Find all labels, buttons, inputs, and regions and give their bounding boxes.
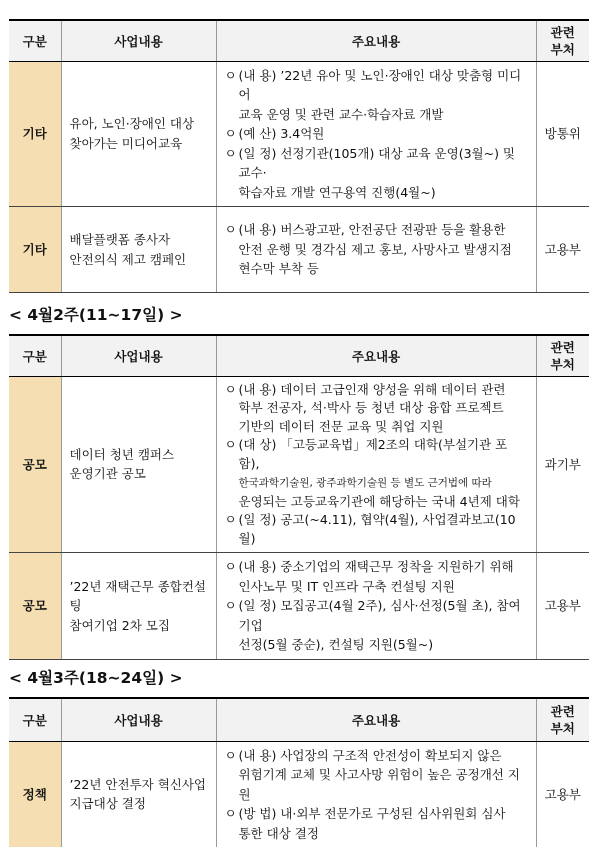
- bullet-text: (일 정) 모집공고(4월 2주), 심사·선정(5월 초), 참여기업: [238, 598, 521, 633]
- business-line: 안전의식 제고 캠페인: [69, 251, 187, 267]
- header-dept-line1: 관련: [550, 24, 575, 40]
- table-section2: [9, 334, 589, 660]
- bullet-marker: ㅇ: [224, 145, 237, 161]
- bullet-marker: ㅇ: [224, 806, 237, 821]
- category-cell: 공모: [9, 376, 61, 553]
- header-business: 사업내용: [61, 698, 216, 741]
- header-dept-line2: 부처: [550, 720, 575, 736]
- header-category: 구분: [9, 20, 61, 61]
- business-cell: [61, 553, 216, 660]
- business-line: 찾아가는 미디어교육: [69, 135, 183, 151]
- dept-cell: 고용부: [536, 553, 589, 660]
- bullet-marker: ㅇ: [224, 559, 237, 574]
- business-line: 데이터 청년 캠퍼스: [69, 446, 175, 462]
- content-cell: [216, 207, 536, 293]
- bullet-marker: ㅇ: [224, 222, 237, 238]
- section-title-week2: < 4월2주(11~17일) >: [9, 306, 183, 324]
- bullet-text: (일 정) 선정기관(105개) 대상 교육 운영(3월~) 및 교수·: [238, 145, 516, 180]
- bullet-text: 현수막 부착 등: [238, 261, 319, 277]
- bullet-text: (방 법) 내·외부 전문가로 구성된 심사위원회 심사: [238, 806, 506, 821]
- bullet-item: [225, 596, 528, 655]
- table-header-row: [9, 335, 589, 376]
- table-row: [9, 207, 589, 293]
- category-cell: 공모: [9, 553, 61, 660]
- business-cell: [61, 376, 216, 553]
- bullet-item: [225, 746, 528, 805]
- bullet-item: [225, 804, 528, 843]
- bullet-text: 교육 운영 및 관련 교수·학습자료 개발: [238, 106, 444, 122]
- table-row: [9, 61, 589, 207]
- table-header-row: [9, 698, 589, 741]
- table-section1: [9, 19, 589, 293]
- bullet-text: (예 산) 3.4억원: [238, 126, 325, 141]
- dept-cell: 과기부: [536, 376, 589, 553]
- bullet-marker: ㅇ: [224, 512, 237, 527]
- bullet-text: 위험기계 교체 및 사고사망 위험이 높은 공정개선 지원: [238, 767, 520, 802]
- bullet-text: (내 용) ’22년 유아 및 노인·장애인 대상 맞춤형 미디어: [238, 67, 522, 102]
- header-category: 구분: [9, 698, 61, 741]
- bullet-text: (내 용) 버스광고판, 안전공단 전광판 등을 활용한: [238, 222, 506, 238]
- bullet-marker: ㅇ: [224, 126, 237, 141]
- bullet-text: (내 용) 중소기업의 재택근무 정착을 지원하기 위해: [238, 559, 514, 574]
- bullet-text: 기반의 데이터 전문 교육 및 취업 지원: [238, 418, 444, 434]
- business-line: 운영기관 공모: [69, 466, 146, 482]
- bullet-marker: ㅇ: [224, 747, 237, 763]
- header-dept: [536, 20, 589, 61]
- section-title-week3: < 4월3주(18~24일) >: [9, 669, 183, 687]
- business-line: 참여기업 2차 모집: [69, 617, 170, 633]
- bullet-item: [225, 144, 528, 203]
- table-header-row: [9, 20, 589, 61]
- header-dept: [536, 698, 589, 741]
- category-cell: 정책: [9, 741, 61, 847]
- header-business: 사업내용: [61, 335, 216, 376]
- bullet-text: 학습자료 개발 연구용역 진행(4월~): [238, 184, 436, 200]
- bullet-text: 안전 운행 및 경각심 제고 홍보, 사망사고 발생지점: [238, 241, 512, 257]
- bullet-marker: ㅇ: [224, 67, 237, 83]
- content-cell: [216, 553, 536, 660]
- bullet-marker: ㅇ: [224, 381, 237, 397]
- bullet-item: [225, 220, 528, 279]
- header-content: 주요내용: [216, 20, 536, 61]
- table-section3: [9, 697, 589, 847]
- content-cell: [216, 61, 536, 207]
- bullet-item: [225, 511, 528, 548]
- dept-cell: 고용부: [536, 741, 589, 847]
- bullet-text: (내 용) 사업장의 구조적 안전성이 확보되지 않은: [238, 747, 502, 763]
- table-row: [9, 553, 589, 660]
- content-cell: [216, 741, 536, 847]
- bullet-text: 인사노무 및 IT 인프라 구축 컨설팅 지원: [238, 578, 455, 594]
- dept-cell: 방통위: [536, 61, 589, 207]
- bullet-item: [225, 436, 528, 511]
- business-line: 지급대상 결정: [69, 796, 146, 812]
- bullet-text: (일 정) 공고(~4.11), 협약(4월), 사업결과보고(10월): [238, 512, 516, 546]
- table-row: [9, 376, 589, 553]
- content-cell: [216, 376, 536, 553]
- bullet-text: (대 상) 「고등교육법」제2조의 대학(부설기관 포함),: [238, 437, 508, 471]
- category-cell: 기타: [9, 61, 61, 207]
- header-dept: [536, 335, 589, 376]
- bullet-item: [225, 124, 528, 144]
- header-dept-line2: 부처: [550, 356, 575, 372]
- bullet-text: 운영되는 고등교육기관에 해당하는 국내 4년제 대학: [238, 493, 520, 509]
- header-content: 주요내용: [216, 698, 536, 741]
- bullet-text: 선정(5월 중순), 컨설팅 지원(5월~): [238, 637, 434, 652]
- business-line: 배달플랫폼 종사자: [69, 232, 171, 247]
- bullet-text: (내 용) 데이터 고급인재 양성을 위해 데이터 관련: [238, 381, 506, 397]
- header-business: 사업내용: [61, 20, 216, 61]
- bullet-item: [225, 381, 528, 437]
- table-row: [9, 741, 589, 847]
- business-cell: [61, 741, 216, 847]
- bullet-marker: ㅇ: [224, 598, 237, 613]
- business-cell: [61, 61, 216, 207]
- business-line: ’22년 재택근무 종합컨설팅: [69, 578, 207, 613]
- bullet-text: 학부 전공자, 석·박사 등 청년 대상 융합 프로젝트: [238, 400, 504, 415]
- header-content: 주요내용: [216, 335, 536, 376]
- business-line: 유아, 노인·장애인 대상: [69, 116, 195, 132]
- bullet-text: 통한 대상 결정: [238, 825, 319, 841]
- header-dept-line1: 관련: [550, 339, 575, 355]
- category-cell: 기타: [9, 207, 61, 293]
- business-line: ’22년 안전투자 혁신사업: [69, 776, 207, 792]
- header-dept-line1: 관련: [550, 703, 575, 719]
- header-category: 구분: [9, 335, 61, 376]
- bullet-text: 한국과학기술원, 광주과학기술원 등 별도 근거법에 따라: [238, 477, 492, 489]
- bullet-item: [225, 66, 528, 125]
- dept-cell: 고용부: [536, 207, 589, 293]
- business-cell: [61, 207, 216, 293]
- bullet-item: [225, 557, 528, 596]
- header-dept-line2: 부처: [550, 41, 575, 57]
- bullet-marker: ㅇ: [224, 437, 237, 452]
